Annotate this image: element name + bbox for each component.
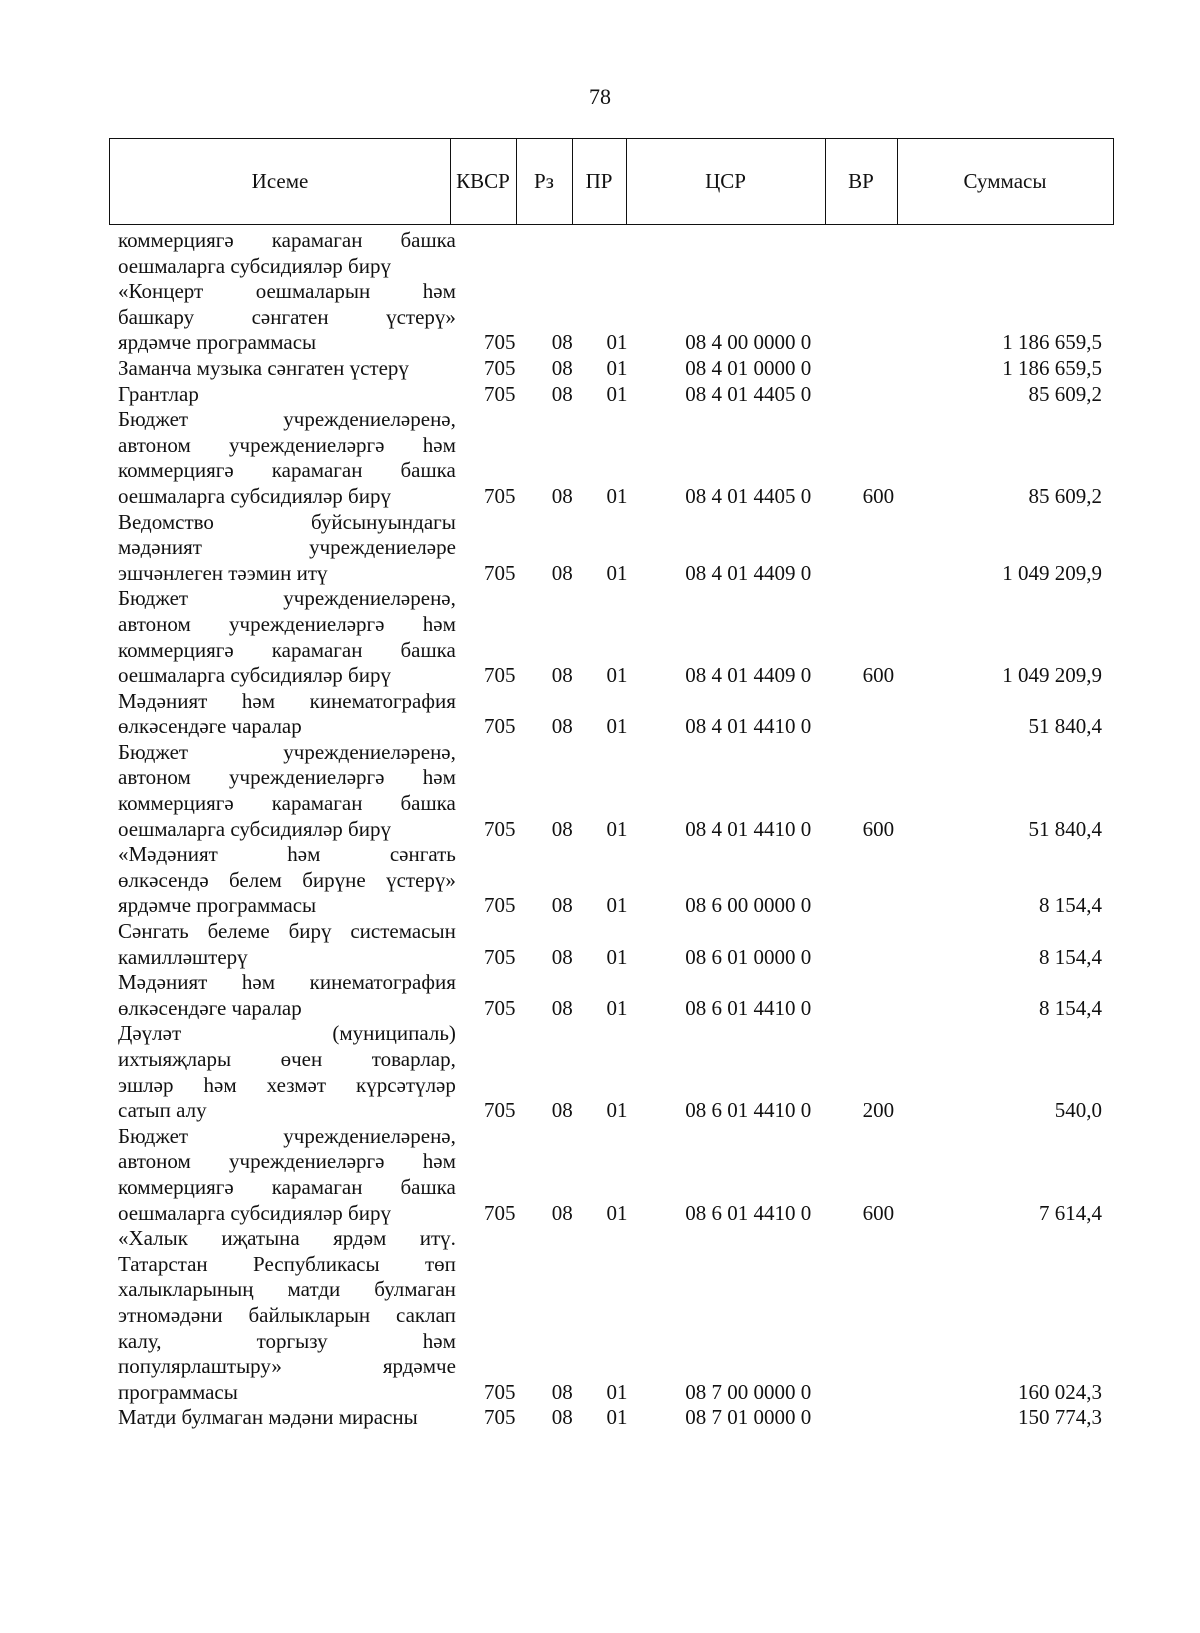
row-name-line: эшләр һәм хезмәт күрсәтүләр xyxy=(118,1072,456,1097)
row-kvsr: 705 xyxy=(483,893,516,918)
row-name-line: Мәдәният һәм кинематография xyxy=(118,970,456,995)
row-name-line: эшчәнлеген тәэмин итү xyxy=(118,560,328,585)
table-row xyxy=(118,586,1108,688)
table-row xyxy=(118,228,1108,279)
row-name xyxy=(118,356,456,382)
row-name xyxy=(118,586,456,688)
row-vr xyxy=(846,1380,912,1406)
row-kvsr: 705 xyxy=(483,560,516,585)
row-kvsr: 705 xyxy=(483,1200,516,1225)
row-name-line: ярдәмче программасы xyxy=(118,893,317,918)
row-sum: 150 774,3 xyxy=(1018,1405,1102,1430)
row-name-line: калу, торгызу һәм xyxy=(118,1328,456,1353)
row-kvsr: 705 xyxy=(483,995,516,1020)
row-pr xyxy=(593,254,641,280)
row-name-line: оешмаларга субсидияләр бирү xyxy=(118,253,391,278)
row-sum: 1 186 659,5 xyxy=(1002,330,1102,355)
table-body xyxy=(118,228,1108,1431)
row-pr: 01 xyxy=(606,816,628,841)
table-row xyxy=(118,1226,1108,1405)
row-name-line: программасы xyxy=(118,1379,238,1404)
row-vr xyxy=(846,945,912,971)
row-pr: 01 xyxy=(606,1200,628,1225)
row-vr xyxy=(846,996,912,1022)
row-pr: 01 xyxy=(606,1405,628,1430)
row-sum: 1 049 209,9 xyxy=(1002,560,1102,585)
row-csr xyxy=(641,254,846,280)
row-kvsr: 705 xyxy=(483,816,516,841)
row-kvsr xyxy=(456,254,532,280)
row-rz: 08 xyxy=(551,483,573,508)
row-name-line: Заманча музыка сәнгатен үстерү xyxy=(118,355,409,380)
row-csr: 08 4 01 4405 0 xyxy=(685,381,812,406)
row-kvsr: 705 xyxy=(483,355,516,380)
row-csr: 08 6 01 0000 0 xyxy=(685,944,812,969)
row-name-line: мәдәният учреждениеләре xyxy=(118,535,456,560)
row-rz: 08 xyxy=(551,944,573,969)
row-sum: 8 154,4 xyxy=(1039,893,1102,918)
row-name-line: сатып алу xyxy=(118,1098,207,1123)
row-name-line: популярлаштыру» ярдәмче xyxy=(118,1354,456,1379)
row-vr xyxy=(846,714,912,740)
row-name xyxy=(118,510,456,587)
row-name xyxy=(118,407,456,509)
row-rz: 08 xyxy=(551,893,573,918)
row-vr xyxy=(846,254,912,280)
row-csr: 08 4 01 4410 0 xyxy=(685,816,812,841)
row-kvsr: 705 xyxy=(483,1405,516,1430)
row-name xyxy=(118,279,456,356)
row-vr xyxy=(846,382,912,408)
row-name-line: Матди булмаган мәдәни мирасны xyxy=(118,1405,418,1430)
row-rz xyxy=(532,254,594,280)
row-sum: 51 840,4 xyxy=(1028,816,1102,841)
row-name-line: Бюджет учреждениеләренә, xyxy=(118,586,456,611)
table-header xyxy=(109,138,1114,225)
row-sum: 540,0 xyxy=(1054,1098,1102,1123)
row-name-line: ярдәмче программасы xyxy=(118,330,317,355)
row-pr: 01 xyxy=(606,714,628,739)
row-csr: 08 4 01 4405 0 xyxy=(685,483,812,508)
row-rz: 08 xyxy=(551,714,573,739)
table-row xyxy=(118,407,1108,509)
row-sum: 8 154,4 xyxy=(1039,995,1102,1020)
row-name xyxy=(118,382,456,408)
table-row xyxy=(118,1405,1108,1431)
row-rz: 08 xyxy=(551,560,573,585)
row-csr: 08 6 00 0000 0 xyxy=(685,893,812,918)
row-name-line: өлкәсендәге чаралар xyxy=(118,995,302,1020)
row-name-line: «Концерт оешмаларын һәм xyxy=(118,279,456,304)
row-name-line: Бюджет учреждениеләренә, xyxy=(118,1123,456,1148)
row-pr: 01 xyxy=(606,560,628,585)
row-sum: 7 614,4 xyxy=(1039,1200,1102,1225)
table-row xyxy=(118,1124,1108,1226)
row-pr: 01 xyxy=(606,483,628,508)
row-name-line: Мәдәният һәм кинематография xyxy=(118,688,456,713)
row-rz: 08 xyxy=(551,1379,573,1404)
row-name-line: автоном учреждениеләргә һәм xyxy=(118,611,456,636)
row-kvsr: 705 xyxy=(483,381,516,406)
row-kvsr: 705 xyxy=(483,1379,516,1404)
row-sum: 8 154,4 xyxy=(1039,944,1102,969)
row-rz: 08 xyxy=(551,355,573,380)
table-row xyxy=(118,740,1108,842)
row-csr: 08 7 01 0000 0 xyxy=(685,1405,812,1430)
row-kvsr: 705 xyxy=(483,714,516,739)
row-name-line: Татарстан Республикасы төп xyxy=(118,1251,456,1276)
row-name-line: өлкәсендә белем бирүне үстерү» xyxy=(118,867,456,892)
table-row xyxy=(118,689,1108,740)
row-vr: 600 xyxy=(862,1200,895,1225)
row-csr: 08 6 01 4410 0 xyxy=(685,1098,812,1123)
row-name xyxy=(118,1021,456,1123)
row-name xyxy=(118,228,456,279)
row-name-line: «Мәдәният һәм сәнгать xyxy=(118,842,456,867)
row-name-line: коммерциягә карамаган башка xyxy=(118,637,456,662)
row-pr: 01 xyxy=(606,381,628,406)
row-name-line: автоном учреждениеләргә һәм xyxy=(118,432,456,457)
row-csr: 08 4 01 0000 0 xyxy=(685,355,812,380)
header-sum: Суммасы xyxy=(963,168,1047,193)
row-name-line: Бюджет учреждениеләренә, xyxy=(118,739,456,764)
row-pr: 01 xyxy=(606,330,628,355)
table-row xyxy=(118,510,1108,587)
header-vr: ВР xyxy=(848,168,874,193)
row-rz: 08 xyxy=(551,1098,573,1123)
header-rz: Рз xyxy=(534,168,554,193)
row-name-line: оешмаларга субсидияләр бирү xyxy=(118,816,391,841)
row-name-line: Дәүләт (муниципаль) xyxy=(118,1021,456,1046)
row-rz: 08 xyxy=(551,381,573,406)
row-name-line: өлкәсендәге чаралар xyxy=(118,714,302,739)
row-pr: 01 xyxy=(606,893,628,918)
row-csr: 08 4 01 4409 0 xyxy=(685,560,812,585)
row-sum: 1 186 659,5 xyxy=(1002,355,1102,380)
row-pr: 01 xyxy=(606,1098,628,1123)
row-vr: 200 xyxy=(862,1098,895,1123)
row-name-line: Ведомство буйсынуындагы xyxy=(118,509,456,534)
row-name-line: оешмаларга субсидияләр бирү xyxy=(118,483,391,508)
row-sum: 85 609,2 xyxy=(1028,483,1102,508)
row-name xyxy=(118,1405,456,1431)
table-row xyxy=(118,279,1108,356)
row-name-line: автоном учреждениеләргә һәм xyxy=(118,765,456,790)
row-rz: 08 xyxy=(551,663,573,688)
row-name xyxy=(118,740,456,842)
header-kvsr: КВСР xyxy=(456,168,510,193)
table-row xyxy=(118,382,1108,408)
row-csr: 08 6 01 4410 0 xyxy=(685,995,812,1020)
row-kvsr: 705 xyxy=(483,944,516,969)
header-name: Исеме xyxy=(251,168,309,193)
row-kvsr: 705 xyxy=(483,1098,516,1123)
row-vr xyxy=(846,330,912,356)
row-rz: 08 xyxy=(551,330,573,355)
row-kvsr: 705 xyxy=(483,483,516,508)
row-vr xyxy=(846,561,912,587)
row-sum: 51 840,4 xyxy=(1028,714,1102,739)
row-name-line: Бюджет учреждениеләренә, xyxy=(118,407,456,432)
row-sum: 160 024,3 xyxy=(1018,1379,1102,1404)
row-csr: 08 4 01 4410 0 xyxy=(685,714,812,739)
table-row xyxy=(118,1021,1108,1123)
row-pr: 01 xyxy=(606,1379,628,1404)
row-name-line: ихтыяҗлары өчен товарлар, xyxy=(118,1047,456,1071)
table-row xyxy=(118,356,1108,382)
row-kvsr: 705 xyxy=(483,330,516,355)
table-row xyxy=(118,970,1108,1021)
row-name-line: Грантлар xyxy=(118,381,199,406)
row-sum: 1 049 209,9 xyxy=(1002,663,1102,688)
row-pr: 01 xyxy=(606,355,628,380)
row-pr: 01 xyxy=(606,944,628,969)
row-pr: 01 xyxy=(606,663,628,688)
row-name xyxy=(118,1226,456,1405)
row-name xyxy=(118,689,456,740)
row-name xyxy=(118,842,456,919)
row-csr: 08 6 01 4410 0 xyxy=(685,1200,812,1225)
row-name-line: оешмаларга субсидияләр бирү xyxy=(118,663,391,688)
page-number: 78 xyxy=(589,84,611,109)
row-csr: 08 7 00 0000 0 xyxy=(685,1379,812,1404)
row-vr xyxy=(846,1405,912,1431)
table-row xyxy=(118,919,1108,970)
row-name-line: камилләштерү xyxy=(118,944,248,969)
row-name-line: башкару сәнгатен үстерү» xyxy=(118,304,456,329)
row-sum: 85 609,2 xyxy=(1028,381,1102,406)
row-name-line: автоном учреждениеләргә һәм xyxy=(118,1149,456,1174)
row-sum xyxy=(911,254,1108,280)
row-vr xyxy=(846,893,912,919)
row-vr: 600 xyxy=(862,483,895,508)
row-name-line: «Халык иҗатына ярдәм итү. xyxy=(118,1226,456,1251)
row-rz: 08 xyxy=(551,995,573,1020)
row-vr: 600 xyxy=(862,816,895,841)
row-name-line: оешмаларга субсидияләр бирү xyxy=(118,1200,391,1225)
row-csr: 08 4 01 4409 0 xyxy=(685,663,812,688)
row-name xyxy=(118,1124,456,1226)
row-kvsr: 705 xyxy=(483,663,516,688)
row-pr: 01 xyxy=(606,995,628,1020)
row-name xyxy=(118,970,456,1021)
row-rz: 08 xyxy=(551,1200,573,1225)
header-pr: ПР xyxy=(585,168,613,193)
row-vr: 600 xyxy=(862,663,895,688)
row-rz: 08 xyxy=(551,816,573,841)
row-name xyxy=(118,919,456,970)
row-name-line: этномәдәни байлыкларын саклап xyxy=(118,1302,456,1327)
row-vr xyxy=(846,356,912,382)
row-name-line: Сәнгать белеме бирү системасын xyxy=(118,919,456,944)
row-name-line: коммерциягә карамаган башка xyxy=(118,458,456,483)
row-name-line: коммерциягә карамаган башка xyxy=(118,1174,456,1199)
row-rz: 08 xyxy=(551,1405,573,1430)
table-row xyxy=(118,842,1108,919)
row-name-line: халыкларының матди булмаган xyxy=(118,1277,456,1302)
row-name-line: коммерциягә карамаган башка xyxy=(118,791,456,816)
row-name-line: коммерциягә карамаган башка xyxy=(118,228,456,252)
row-csr: 08 4 00 0000 0 xyxy=(685,330,812,355)
header-csr: ЦСР xyxy=(705,168,746,193)
